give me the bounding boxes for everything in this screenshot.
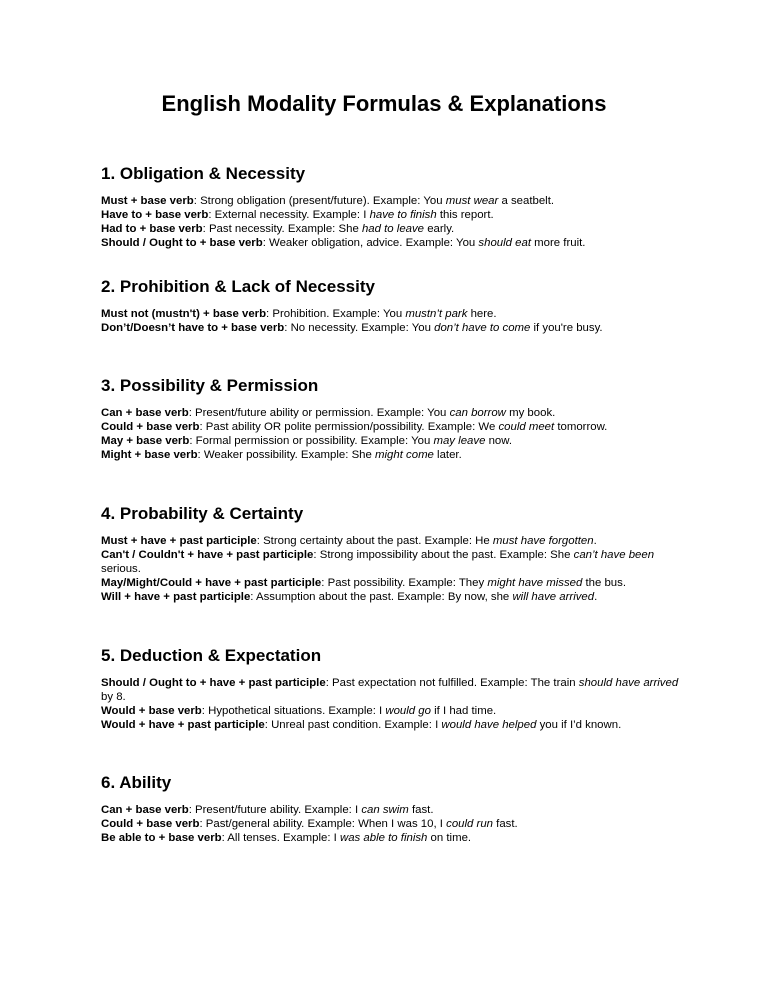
- example: should eat: [478, 237, 531, 249]
- explanation: : Unreal past condition. Example: I: [264, 719, 442, 731]
- explanation: : Formal permission or possibility. Example: You: [189, 435, 434, 447]
- formula: Should / Ought to + have + past participle: [101, 677, 326, 689]
- entry: [101, 434, 681, 448]
- entry: [101, 803, 681, 817]
- formula: Might + base verb: [101, 449, 198, 461]
- entry: [101, 208, 681, 222]
- entry: [101, 406, 681, 420]
- section-heading: 3. Possibility & Permission: [101, 376, 319, 395]
- explanation: : Strong obligation (present/future). Example: You: [193, 195, 446, 207]
- explanation: : Weaker possibility. Example: She: [197, 449, 376, 461]
- explanation-end: now.: [485, 435, 513, 447]
- example: might have missed: [487, 577, 583, 589]
- example: can borrow: [449, 407, 506, 419]
- formula: Have to + base verb: [101, 209, 209, 221]
- example: don’t have to come: [434, 322, 531, 334]
- explanation-end: my book.: [505, 407, 556, 419]
- section-deduction-expectation: [101, 646, 681, 732]
- section-heading: 4. Probability & Certainty: [101, 504, 304, 523]
- explanation: : Past expectation not fulfilled. Example: The train: [325, 677, 579, 689]
- example: might come: [375, 449, 434, 461]
- section-probability-certainty: [101, 504, 681, 604]
- example: will have arrived: [512, 591, 595, 603]
- entry: [101, 704, 681, 718]
- formula: Can + base verb: [101, 804, 189, 816]
- explanation: : No necessity. Example: You: [284, 322, 435, 334]
- formula: Must + have + past participle: [101, 535, 257, 547]
- section-obligation-necessity: [101, 164, 681, 250]
- explanation-end: the bus.: [582, 577, 627, 589]
- explanation: : All tenses. Example: I: [221, 832, 340, 844]
- entry: [101, 194, 681, 208]
- explanation-end: early.: [424, 223, 455, 235]
- explanation-end: by 8.: [101, 691, 126, 703]
- explanation-end: on time.: [427, 832, 472, 844]
- formula: Had to + base verb: [101, 223, 203, 235]
- explanation-end: fast.: [493, 818, 518, 830]
- explanation: : Present/future ability. Example: I: [188, 804, 362, 816]
- explanation-end: more fruit.: [531, 237, 586, 249]
- example: have to finish: [369, 209, 437, 221]
- section-heading: 1. Obligation & Necessity: [101, 164, 306, 183]
- document-title: English Modality Formulas & Explanations: [161, 91, 607, 116]
- explanation: : Weaker obligation, advice. Example: You: [262, 237, 479, 249]
- example: mustn’t park: [405, 308, 468, 320]
- explanation: : Past ability OR polite permission/possibility. Example: We: [199, 421, 499, 433]
- formula: Can't / Couldn't + have + past participle: [101, 549, 314, 561]
- formula: Should / Ought to + base verb: [101, 237, 263, 249]
- formula: Must + base verb: [101, 195, 194, 207]
- explanation: : Strong certainty about the past. Example: He: [256, 535, 493, 547]
- entry: [101, 817, 681, 831]
- formula: Don’t/Doesn’t have to + base verb: [101, 322, 285, 334]
- explanation: : Past necessity. Example: She: [202, 223, 362, 235]
- entry: [101, 534, 681, 548]
- example: could meet: [498, 421, 555, 433]
- explanation: : External necessity. Example: I: [208, 209, 370, 221]
- example: was able to finish: [340, 832, 428, 844]
- formula: May/Might/Could + have + past participle: [101, 577, 322, 589]
- explanation-end: tomorrow.: [554, 421, 608, 433]
- section-heading: 6. Ability: [101, 773, 172, 792]
- section-heading: 2. Prohibition & Lack of Necessity: [101, 277, 375, 296]
- entry: [101, 590, 681, 604]
- explanation-end: this report.: [436, 209, 494, 221]
- explanation-end: later.: [433, 449, 462, 461]
- explanation: : Prohibition. Example: You: [266, 308, 406, 320]
- explanation-end: here.: [467, 308, 497, 320]
- example: must wear: [445, 195, 499, 207]
- entry: [101, 222, 681, 236]
- entry: [101, 831, 681, 845]
- section-heading: 5. Deduction & Expectation: [101, 646, 322, 665]
- example: can swim: [361, 804, 409, 816]
- explanation: : Past/general ability. Example: When I was 10, I: [199, 818, 447, 830]
- entry: [101, 676, 681, 704]
- entry: [101, 420, 681, 434]
- example: can’t have been: [573, 549, 655, 561]
- explanation-end: fast.: [408, 804, 434, 816]
- formula: Must not (mustn't) + base verb: [101, 308, 267, 320]
- formula: Could + base verb: [101, 818, 200, 830]
- example: must have forgotten: [492, 535, 594, 547]
- formula: Would + base verb: [101, 705, 202, 717]
- explanation-end: serious.: [101, 563, 141, 575]
- explanation: : Past possibility. Example: They: [321, 577, 488, 589]
- explanation: : Hypothetical situations. Example: I: [201, 705, 386, 717]
- example: could run: [446, 818, 493, 830]
- section-possibility-permission: [101, 376, 681, 462]
- formula: Can + base verb: [101, 407, 189, 419]
- explanation: : Strong impossibility about the past. Example: She: [313, 549, 574, 561]
- formula: Will + have + past participle: [101, 591, 251, 603]
- example: should have arrived: [578, 677, 679, 689]
- formula: May + base verb: [101, 435, 190, 447]
- explanation-end: you if I’d known.: [536, 719, 622, 731]
- section-ability: [101, 773, 681, 845]
- entry: [101, 718, 681, 732]
- example: may leave: [433, 435, 486, 447]
- example: had to leave: [361, 223, 425, 235]
- explanation: : Assumption about the past. Example: By now, she: [250, 591, 513, 603]
- explanation-end: .: [593, 535, 597, 547]
- explanation: : Present/future ability or permission. Example: You: [188, 407, 450, 419]
- entry: [101, 236, 681, 250]
- explanation-end: if you're busy.: [530, 322, 603, 334]
- example: would have helped: [441, 719, 537, 731]
- formula: Would + have + past participle: [101, 719, 265, 731]
- entry: [101, 548, 681, 576]
- formula: Could + base verb: [101, 421, 200, 433]
- entry: [101, 321, 681, 335]
- explanation-end: if I had time.: [430, 705, 497, 717]
- entry: [101, 576, 681, 590]
- explanation-end: .: [594, 591, 598, 603]
- entry: [101, 448, 681, 462]
- formula: Be able to + base verb: [101, 832, 222, 844]
- section-prohibition: [101, 277, 681, 335]
- example: would go: [385, 705, 431, 717]
- entry: [101, 307, 681, 321]
- explanation-end: a seatbelt.: [498, 195, 555, 207]
